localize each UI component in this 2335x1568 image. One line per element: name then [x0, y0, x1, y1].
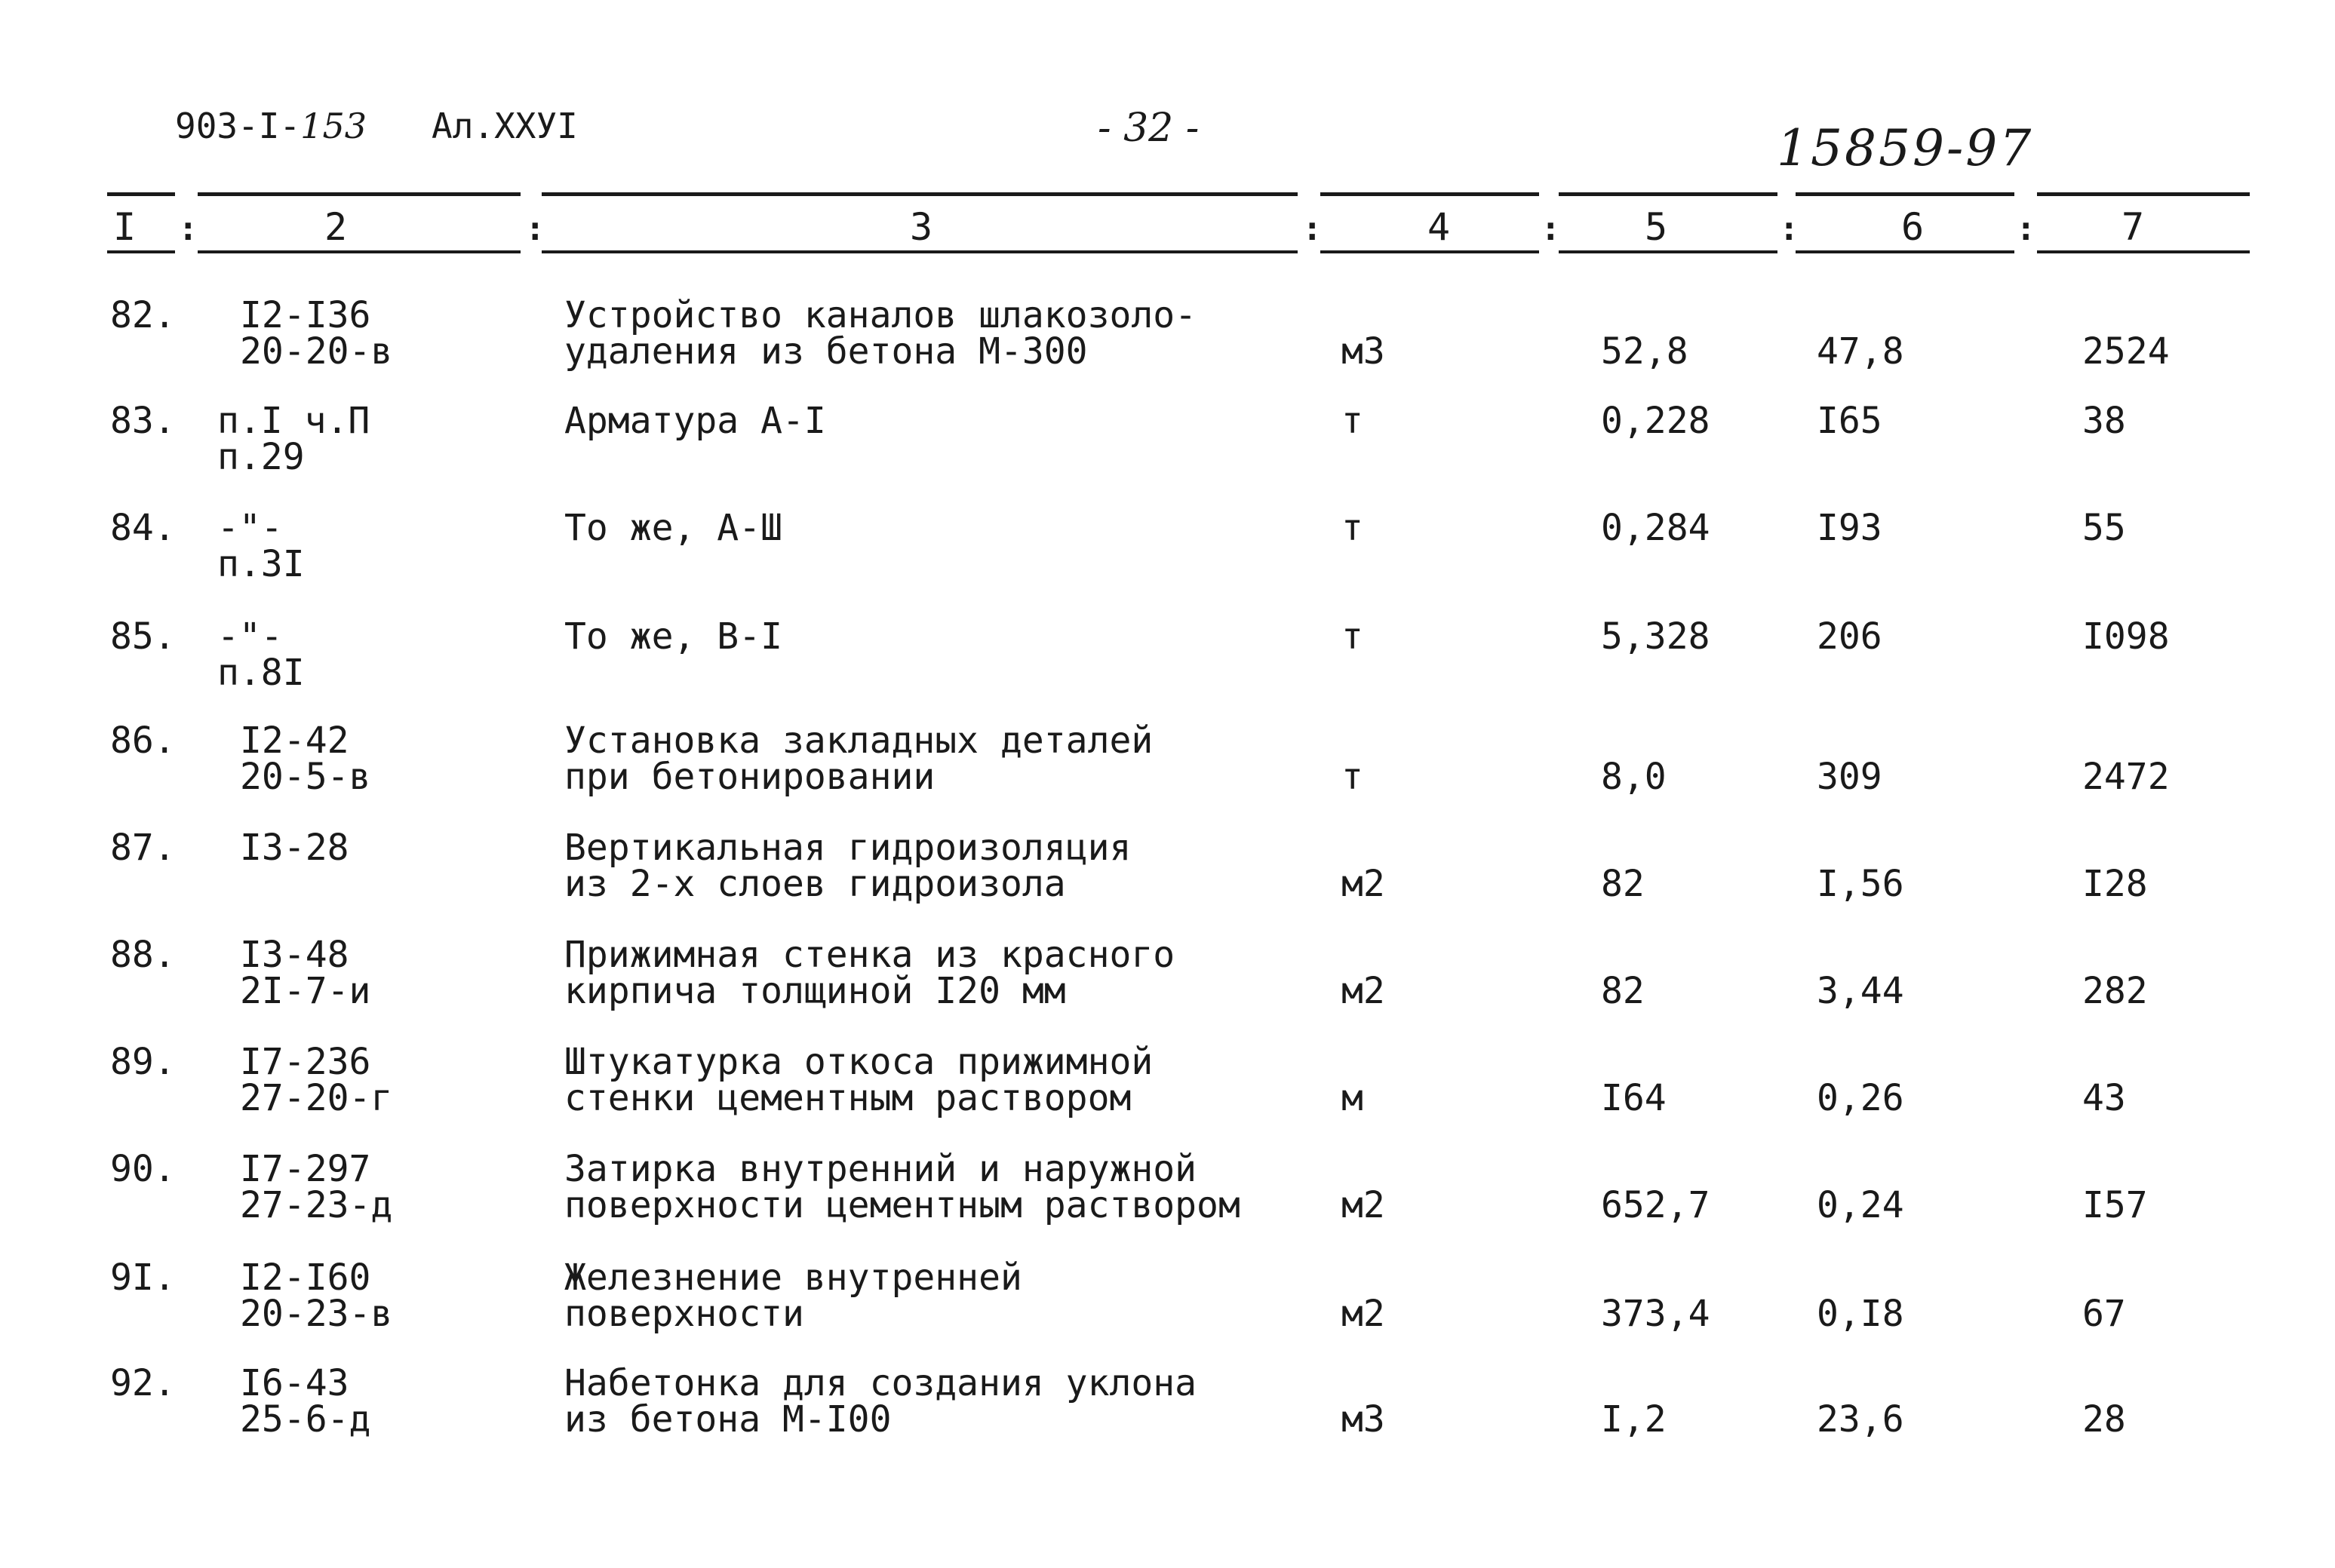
work-description: То же, А-Ш — [564, 507, 782, 549]
column-separator: : — [1779, 210, 1799, 248]
unit: м3 — [1341, 330, 1385, 373]
document-code-prefix: 903-I- — [175, 106, 301, 146]
page-number-text: - 32 - — [1098, 106, 1200, 151]
quantity: 373,4 — [1601, 1293, 1710, 1335]
norm-code: I3-28 — [240, 827, 349, 869]
row-number: 85. — [110, 615, 176, 658]
row-number: 83. — [110, 400, 176, 442]
column-separator: : — [1302, 210, 1323, 248]
work-description: Железнение внутренней поверхности — [564, 1257, 1022, 1335]
unit-price: 206 — [1817, 615, 1882, 658]
unit-price: 23,6 — [1817, 1398, 1904, 1441]
row-number: 84. — [110, 507, 176, 549]
column-number-6: 6 — [1901, 205, 1925, 249]
unit: м — [1341, 1077, 1363, 1119]
header-rule-bottom — [198, 250, 521, 253]
column-number-5: 5 — [1645, 205, 1668, 249]
unit-price: I93 — [1817, 507, 1882, 549]
unit-price: 0,26 — [1817, 1077, 1904, 1119]
unit: м2 — [1341, 970, 1385, 1012]
total-cost: I098 — [2082, 615, 2170, 658]
total-cost: 55 — [2082, 507, 2126, 549]
unit-price: I65 — [1817, 400, 1882, 442]
header-rule-bottom — [1320, 250, 1539, 253]
column-separator: : — [2016, 210, 2036, 248]
quantity: 652,7 — [1601, 1184, 1710, 1226]
inventory-number: 15859-97 — [1777, 119, 2034, 177]
header-rule-top — [542, 192, 1298, 196]
total-cost: 2472 — [2082, 756, 2170, 798]
row-number: 82. — [110, 294, 176, 336]
column-number-4: 4 — [1427, 205, 1451, 249]
header-rule-top — [1559, 192, 1777, 196]
quantity: I64 — [1601, 1077, 1667, 1119]
header-rule-top — [198, 192, 521, 196]
unit: м2 — [1341, 1184, 1385, 1226]
column-separator: : — [1541, 210, 1561, 248]
column-number-7: 7 — [2121, 205, 2145, 249]
row-number: 87. — [110, 827, 176, 869]
norm-code: I3-48 2I-7-и — [240, 934, 371, 1012]
norm-code: I7-297 27-23-д — [240, 1148, 393, 1226]
quantity: 52,8 — [1601, 330, 1688, 373]
header-rule-bottom — [1559, 250, 1777, 253]
norm-code: -"- п.8I — [217, 615, 305, 694]
quantity: 0,228 — [1601, 400, 1710, 442]
work-description: Затирка внутренний и наружной поверхности цементным раствором — [564, 1148, 1240, 1226]
total-cost: 28 — [2082, 1398, 2126, 1441]
quantity: 8,0 — [1601, 756, 1667, 798]
total-cost: 43 — [2082, 1077, 2126, 1119]
header-rule-bottom — [1796, 250, 2014, 253]
column-separator: : — [525, 210, 545, 248]
column-number-1: I — [113, 205, 137, 249]
work-description: То же, В-I — [564, 615, 782, 658]
norm-code: I2-I36 20-20-в — [240, 294, 393, 373]
unit: т — [1341, 615, 1363, 658]
unit: т — [1341, 756, 1363, 798]
column-number-3: 3 — [910, 205, 933, 249]
unit: т — [1341, 400, 1363, 442]
row-number: 90. — [110, 1148, 176, 1190]
quantity: 82 — [1601, 863, 1645, 905]
work-description: Арматура А-I — [564, 400, 826, 442]
quantity: 0,284 — [1601, 507, 1710, 549]
norm-code: -"- п.3I — [217, 507, 305, 585]
unit: м3 — [1341, 1398, 1385, 1441]
row-number: 92. — [110, 1362, 176, 1404]
album-label: Ал.XXУI — [432, 106, 578, 146]
unit-price: I,56 — [1817, 863, 1904, 905]
norm-code: I7-236 27-20-г — [240, 1041, 393, 1119]
quantity: 82 — [1601, 970, 1645, 1012]
header-rule-top — [107, 192, 175, 196]
page-number — [1098, 106, 1199, 151]
header-rule-top — [1320, 192, 1539, 196]
total-cost: I57 — [2082, 1184, 2148, 1226]
norm-code: I6-43 25-6-д — [240, 1362, 371, 1441]
work-description: Набетонка для создания уклона из бетона М-I00 — [564, 1362, 1197, 1441]
document-code-handwritten: 153 — [300, 106, 367, 146]
total-cost: 38 — [2082, 400, 2126, 442]
unit: т — [1341, 507, 1363, 549]
work-description: Установка закладных деталей при бетонировании — [564, 720, 1154, 798]
unit-price: 0,24 — [1817, 1184, 1904, 1226]
column-separator: : — [178, 210, 198, 248]
row-number: 89. — [110, 1041, 176, 1083]
header-rule-bottom — [2037, 250, 2250, 253]
row-number: 86. — [110, 720, 176, 762]
row-number: 9I. — [110, 1257, 176, 1299]
document-code — [175, 106, 367, 146]
total-cost: I28 — [2082, 863, 2148, 905]
norm-code: п.I ч.П п.29 — [217, 400, 370, 478]
header-rule-top — [2037, 192, 2250, 196]
column-number-2: 2 — [324, 205, 348, 249]
header-rule-top — [1796, 192, 2014, 196]
work-description: Устройство каналов шлакозоло- удаления из бетона М-300 — [564, 294, 1197, 373]
work-description: Штукатурка откоса прижимной стенки цементным раствором — [564, 1041, 1154, 1119]
unit-price: 0,I8 — [1817, 1293, 1904, 1335]
quantity: 5,328 — [1601, 615, 1710, 658]
header-rule-bottom — [107, 250, 175, 253]
unit: м2 — [1341, 863, 1385, 905]
total-cost: 282 — [2082, 970, 2148, 1012]
header-rule-bottom — [542, 250, 1298, 253]
total-cost: 67 — [2082, 1293, 2126, 1335]
row-number: 88. — [110, 934, 176, 976]
work-description: Прижимная стенка из красного кирпича толщиной I20 мм — [564, 934, 1175, 1012]
unit: м2 — [1341, 1293, 1385, 1335]
unit-price: 309 — [1817, 756, 1882, 798]
unit-price: 47,8 — [1817, 330, 1904, 373]
quantity: I,2 — [1601, 1398, 1667, 1441]
norm-code: I2-42 20-5-в — [240, 720, 371, 798]
unit-price: 3,44 — [1817, 970, 1904, 1012]
norm-code: I2-I60 20-23-в — [240, 1257, 393, 1335]
work-description: Вертикальная гидроизоляция из 2-х слоев гидроизола — [564, 827, 1132, 905]
total-cost: 2524 — [2082, 330, 2170, 373]
